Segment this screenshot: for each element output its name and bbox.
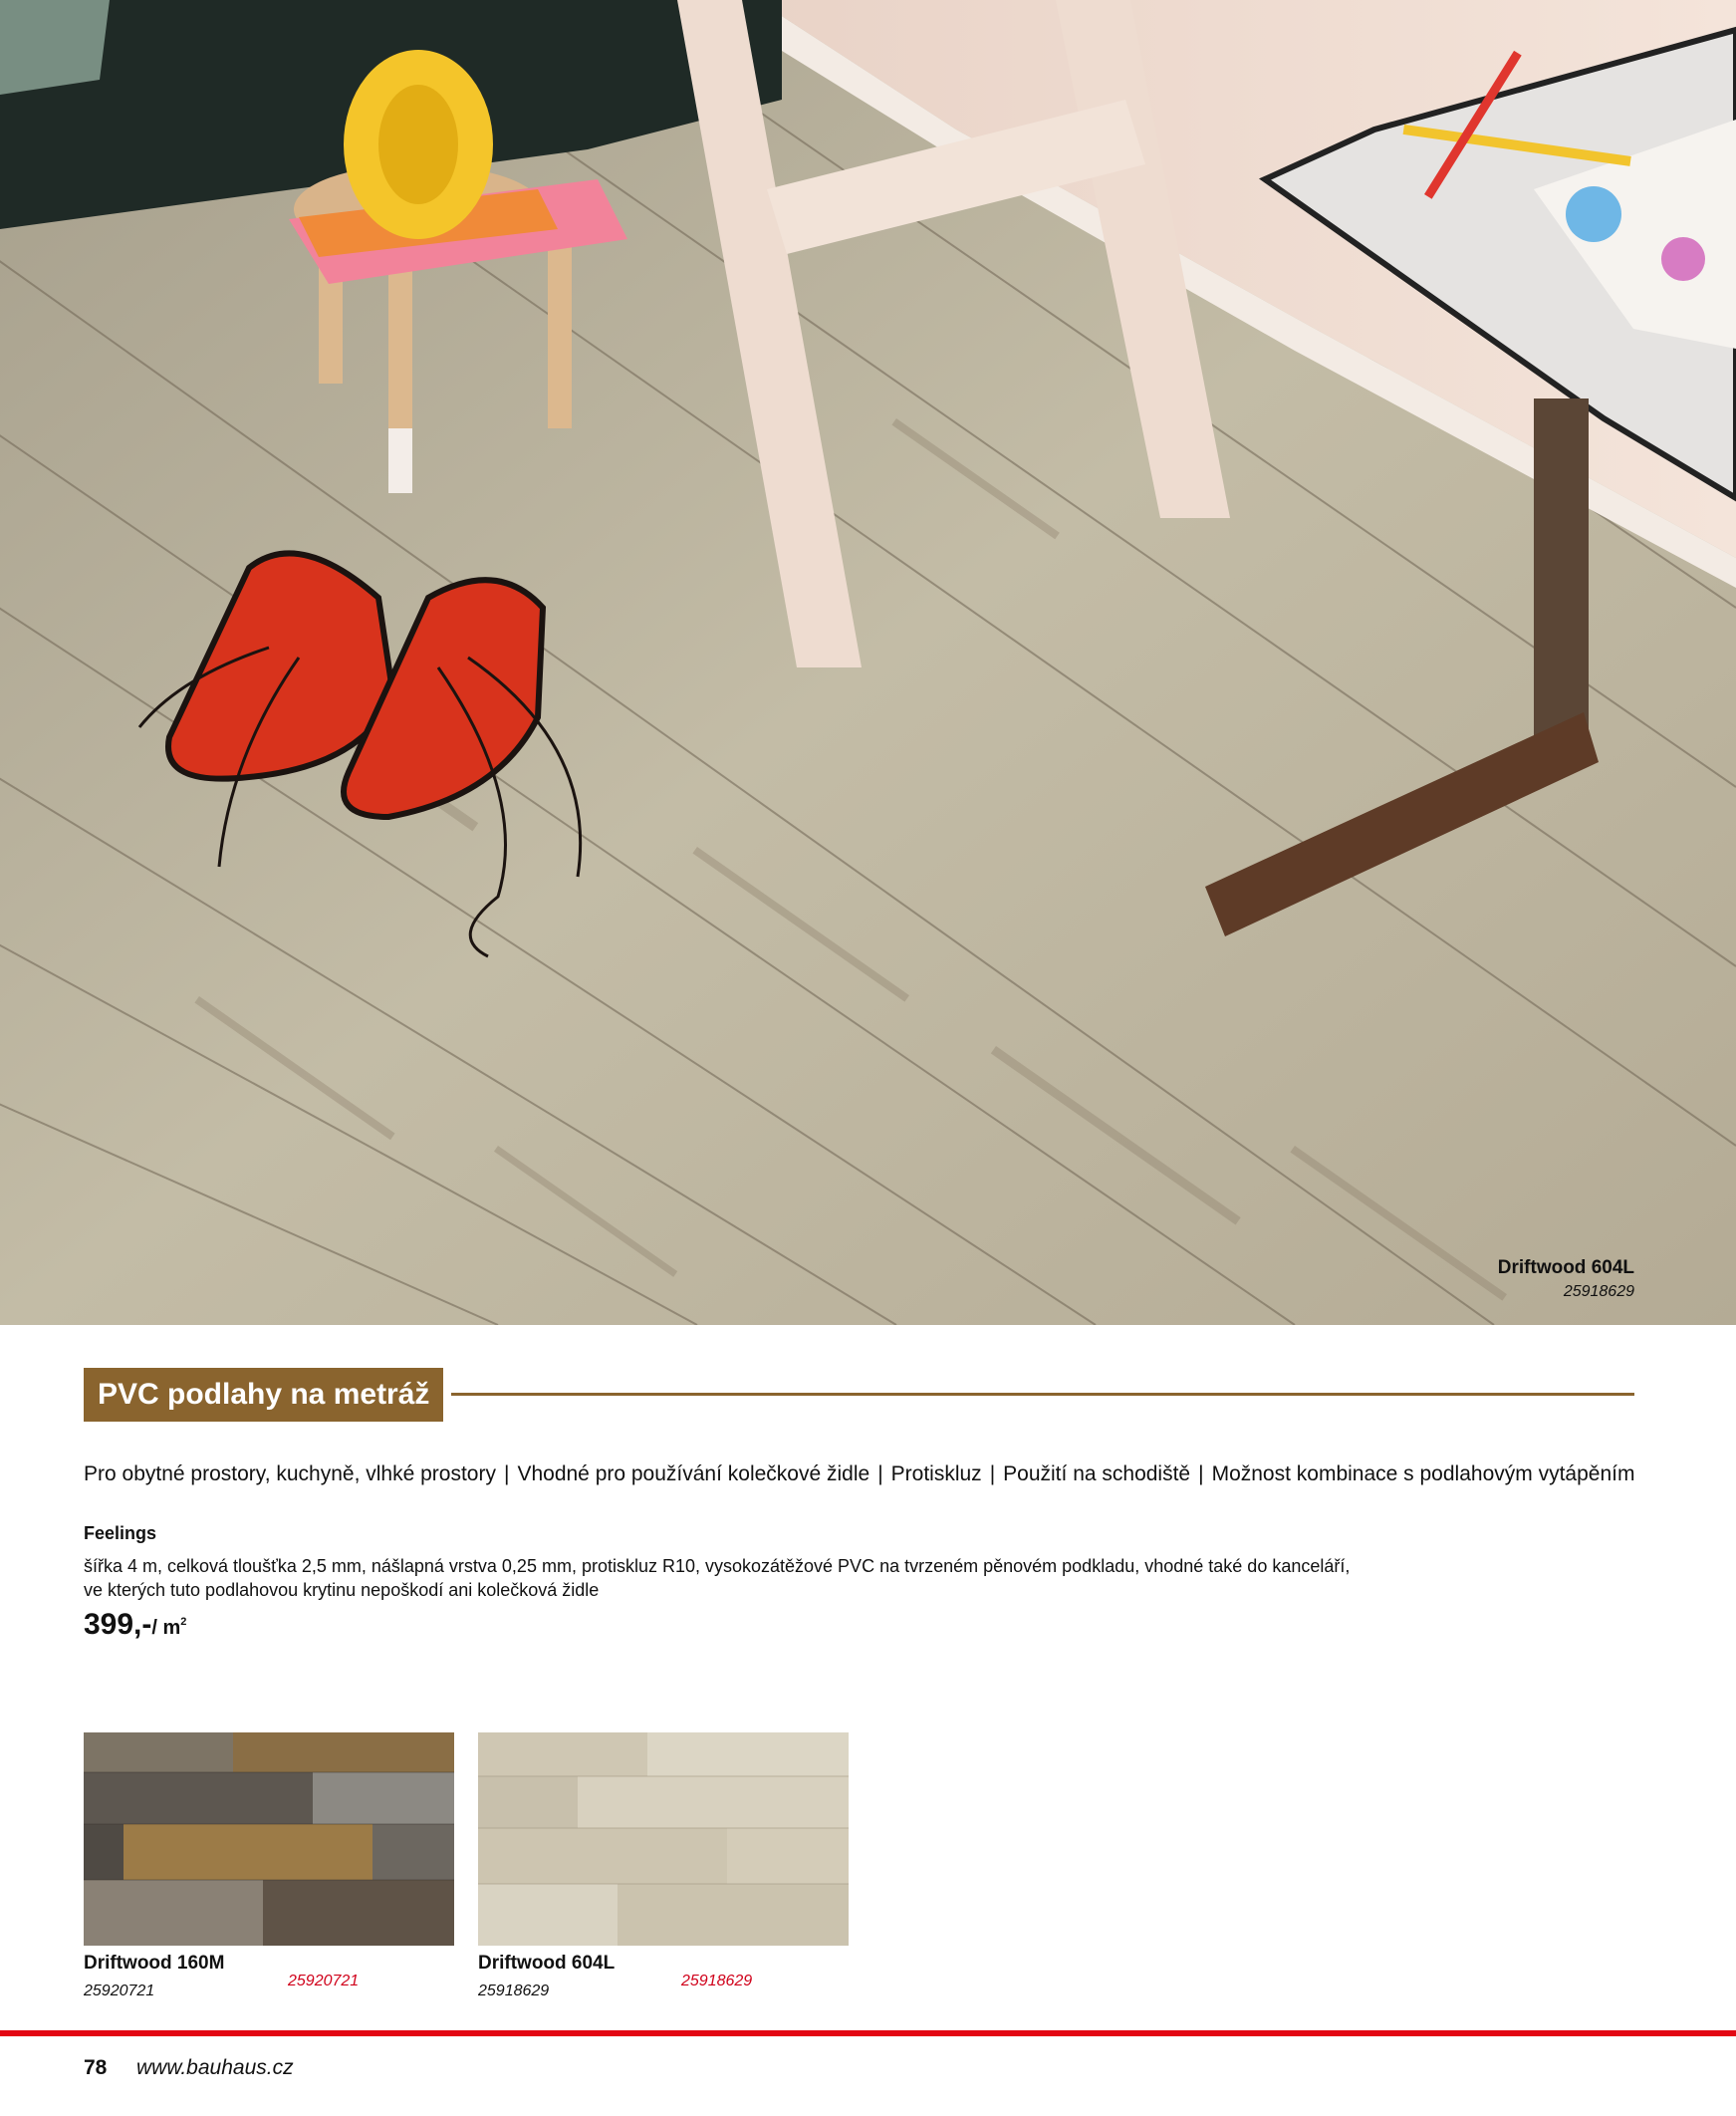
swatch-code-red: 25918629: [681, 1973, 753, 1989]
swatch-name: Driftwood 160M: [84, 1953, 225, 1974]
feature-item: Pro obytné prostory, kuchyně, vlhké prostory: [84, 1462, 496, 1485]
feature-item: Použití na schodiště: [1003, 1462, 1191, 1485]
swatch-code-red: 25920721: [288, 1973, 360, 1989]
section-title: PVC podlahy na metráž: [84, 1368, 443, 1422]
feature-item: Protiskluz: [890, 1462, 982, 1485]
feature-item: Možnost kombinace s podlahovým vytápěním: [1211, 1462, 1635, 1485]
feature-separator: |: [877, 1462, 883, 1485]
swatch-code: 25920721: [84, 1983, 155, 1999]
product-description: [84, 1554, 1478, 1602]
product-description-line: ve kterých tuto podlahovou krytinu nepoškodí ani kolečková židle: [84, 1580, 600, 1600]
price-unit-text: / m: [151, 1617, 181, 1639]
hero-caption: [1498, 1257, 1634, 1301]
price-value: 399,-: [84, 1608, 152, 1641]
title-divider: [451, 1393, 1634, 1396]
feature-separator: |: [503, 1462, 510, 1485]
footer-red-bar: [0, 2030, 1736, 2036]
product-price: [84, 1608, 186, 1642]
swatch-image-driftwood-160m: [84, 1732, 454, 1946]
swatch-image-driftwood-604l: [478, 1732, 849, 1946]
hero-caption-code: 25918629: [1563, 1283, 1634, 1300]
product-description-line: šířka 4 m, celková tloušťka 2,5 mm, nášlapná vrstva 0,25 mm, protiskluz R10, vysokozátěžové PVC na tvrzeném pěnovém podkladu, vhodné také do kanceláří,: [84, 1556, 1351, 1576]
feature-list: [84, 1462, 1634, 1486]
hero-caption-name: Driftwood 604L: [1497, 1257, 1634, 1278]
product-name: Feelings: [84, 1523, 157, 1543]
swatch-name: Driftwood 604L: [478, 1953, 616, 1974]
page-number: 78: [84, 2056, 108, 2079]
swatch-code: 25918629: [478, 1983, 550, 1999]
feature-separator: |: [1198, 1462, 1204, 1485]
price-unit: [151, 1617, 186, 1639]
feature-separator: |: [989, 1462, 996, 1485]
feature-item: Vhodné pro používání kolečkové židle: [517, 1462, 870, 1485]
website-link[interactable]: www.bauhaus.cz: [136, 2056, 294, 2079]
price-unit-superscript: 2: [180, 1616, 187, 1628]
